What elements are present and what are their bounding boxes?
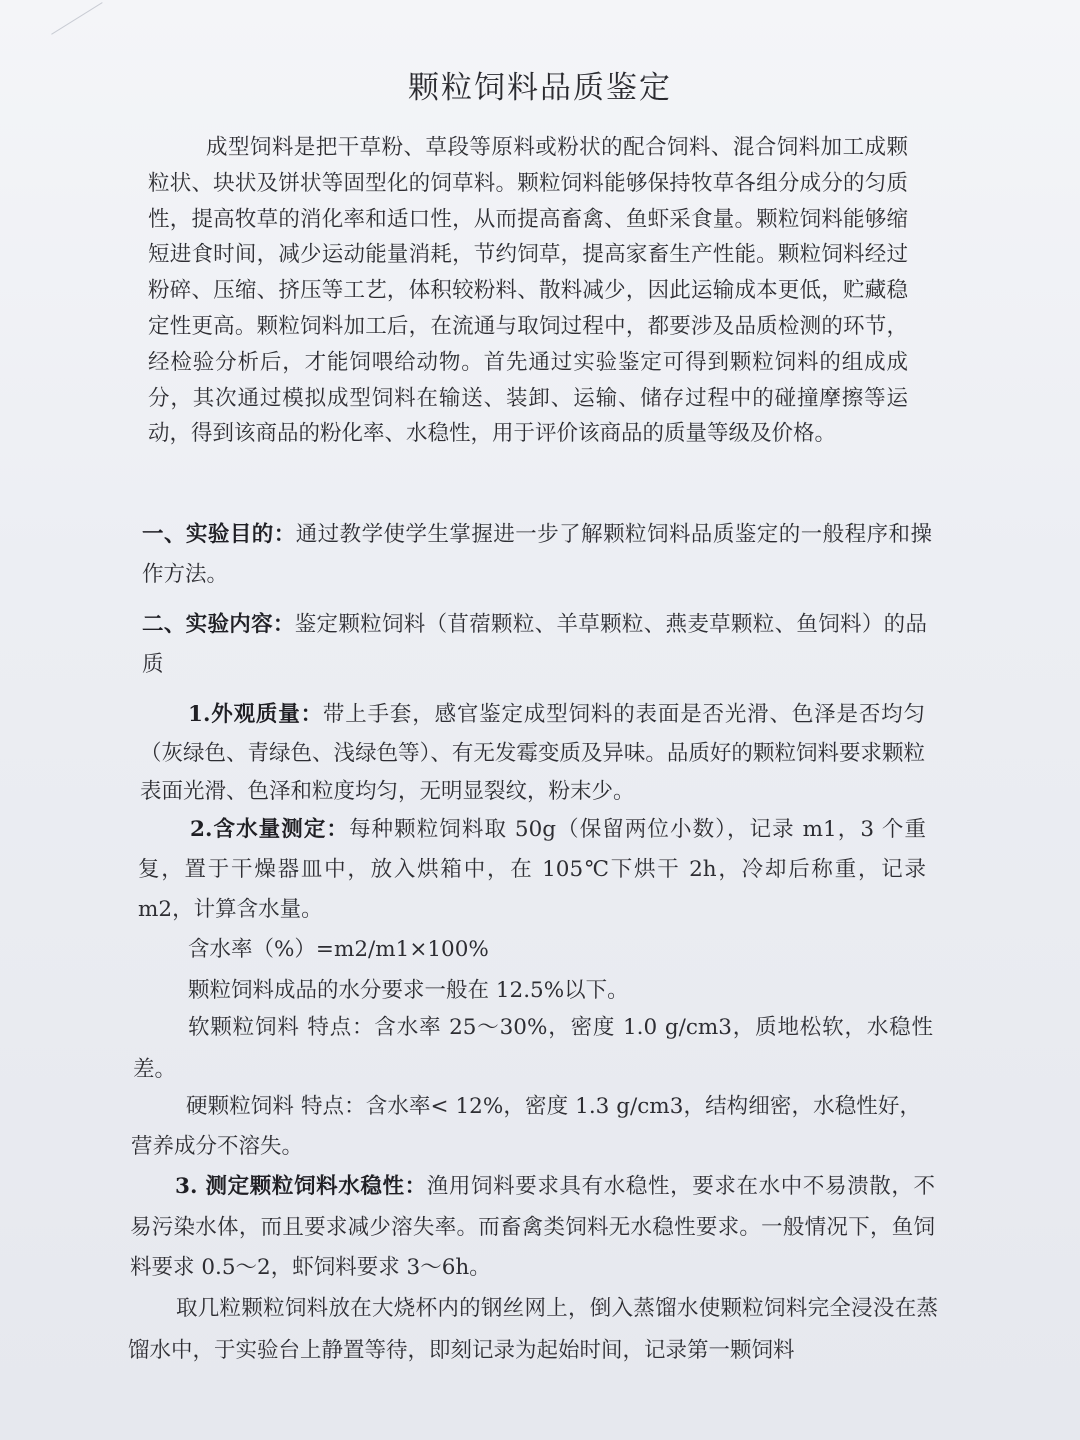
item-moisture-text: 每种颗粒饲料取 50g（保留两位小数），记录 m1，3 个重复，置于干燥器皿中，放入烘箱中，在 105℃下烘干 2h，冷却后称重，记录 m2，计算含水量。 — [138, 817, 926, 922]
section-purpose-text: 通过教学使学生掌握进一步了解颗粒饲料品质鉴定的一般程序和操作方法。 — [142, 522, 932, 587]
section-content — [142, 605, 927, 685]
procedure-text: 取几粒颗粒饲料放在大烧杯内的钢丝网上，倒入蒸馏水使颗粒饲料完全浸没在蒸馏水中，于实验台上静置等待，即刻记录为起始时间，记录第一颗饲料 — [128, 1296, 938, 1363]
hard-pellet-text: 硬颗粒饲料 特点：含水率< 12%，密度 1.3 g/cm3，结构细密，水稳性好，营养成分不溶失。 — [131, 1094, 921, 1159]
intro-paragraph — [148, 130, 908, 452]
item-water-stability — [130, 1167, 935, 1289]
item-water-stability-label: 3. 测定颗粒饲料水稳性： — [175, 1174, 427, 1199]
procedure-paragraph — [128, 1288, 938, 1372]
moisture-formula: 含水率（%）=m2/m1×100% — [188, 937, 489, 962]
hard-pellet-feature — [131, 1087, 921, 1167]
moisture-requirement: 颗粒饲料成品的水分要求一般在 12.5%以下。 — [188, 978, 629, 1003]
document-title: 颗粒饲料品质鉴定 — [408, 70, 672, 106]
item-appearance — [140, 696, 925, 812]
soft-pellet-text: 软颗粒饲料 特点：含水率 25～30%，密度 1.0 g/cm3，质地松软，水稳性差。 — [133, 1015, 933, 1082]
item-moisture-label: 2.含水量测定： — [190, 817, 349, 842]
item-appearance-text: 带上手套，感官鉴定成型饲料的表面是否光滑、色泽是否均匀（灰绿色、青绿色、浅绿色等）、有无发霉变质及异味。品质好的颗粒饲料要求颗粒表面光滑、色泽和粒度均匀，无明显裂纹，粉末少。 — [140, 702, 925, 804]
item-moisture — [138, 810, 926, 930]
item-appearance-label: 1.外观质量： — [188, 702, 323, 727]
section-content-label: 二、实验内容： — [142, 612, 295, 637]
soft-pellet-feature — [133, 1007, 933, 1091]
section-content-text: 鉴定颗粒饲料（苜蓿颗粒、羊草颗粒、燕麦草颗粒、鱼饲料）的品质 — [142, 612, 927, 677]
item-water-stability-text: 渔用饲料要求具有水稳性，要求在水中不易溃散，不易污染水体，而且要求减少溶失率。而畜禽类饲料无水稳性要求。一般情况下，鱼饲料要求 0.5～2，虾饲料要求 3～6h。 — [130, 1174, 935, 1280]
paper-crease — [30, 0, 103, 35]
section-purpose-label: 一、实验目的： — [142, 522, 296, 547]
intro-text: 成型饲料是把干草粉、草段等原料或粉状的配合饲料、混合饲料加工成颗粒状、块状及饼状等固型化的饲草料。颗粒饲料能够保持牧草各组分成分的匀质性，提高牧草的消化率和适口性，从而提高畜禽、鱼虾采食量。颗粒饲料能够缩短进食时间，减少运动能量消耗，节约饲草，提高家畜生产性能。颗粒饲料经过粉碎、压缩、挤压等工艺，体积较粉料、散料减少，因此运输成本更低，贮藏稳定性更高。颗粒饲料加工后，在流通与取饲过程中，都要涉及品质检测的环节，经检验分析后，才能饲喂给动物。首先通过实验鉴定可得到颗粒饲料的组成成分，其次通过模拟成型饲料在输送、装卸、运输、储存过程中的碰撞摩擦等运动，得到该商品的粉化率、水稳性，用于评价该商品的质量等级及价格。 — [148, 135, 908, 447]
section-purpose — [142, 515, 932, 595]
